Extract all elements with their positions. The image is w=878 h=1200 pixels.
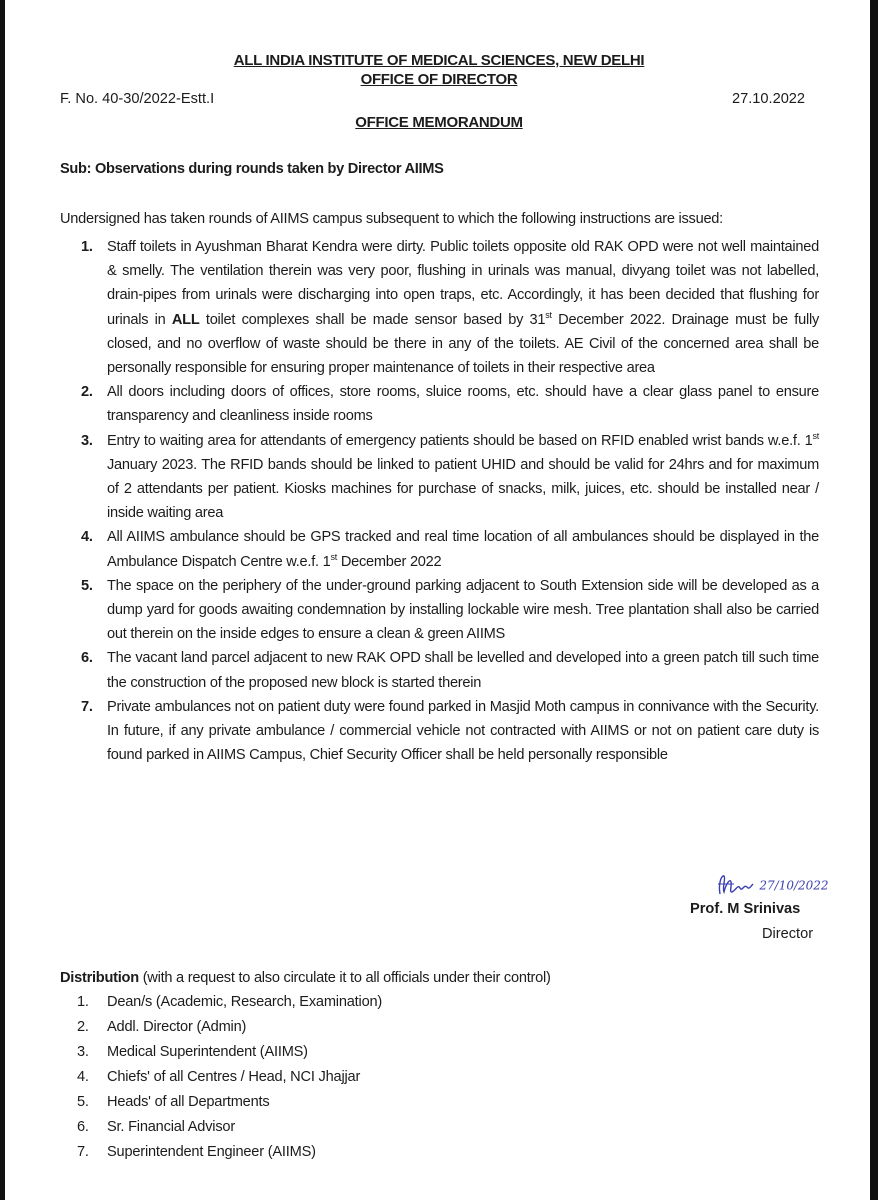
distribution-label: Distribution (60, 970, 139, 986)
item-number: 5. (77, 1094, 89, 1110)
instruction-list (77, 235, 819, 767)
distribution-heading (60, 970, 551, 986)
item-number: 4. (81, 529, 93, 546)
list-item (77, 235, 819, 380)
list-item (77, 1115, 382, 1140)
file-number: F. No. 40-30/2022-Estt.I (60, 91, 215, 107)
item-number: 2. (77, 1019, 89, 1035)
item-text: Sr. Financial Advisor (107, 1119, 236, 1135)
item-number: 1. (81, 239, 93, 255)
item-number: 1. (77, 994, 89, 1010)
item-text: December 2022. Drainage must be fully closed, and no overflow of waste should be there in any of the toilets. AE Civil of the concerned area shall be personally responsible for ensuring proper maintenance of toilets in their respective area (107, 311, 819, 377)
list-item (77, 1040, 382, 1065)
memo-type: OFFICE MEMORANDUM (355, 114, 523, 131)
list-item (77, 1065, 382, 1090)
item-text: Addl. Director (Admin) (107, 1019, 247, 1035)
intro-text: Undersigned has taken rounds of AIIMS campus subsequent to which the following instructions are issued: (60, 211, 723, 227)
item-text: January 2023. The RFID bands should be linked to patient UHID and should be valid for 24hrs and for maximum of 2 attendants per patient. Kiosks machines for purchase of snacks, milk, juices, etc. should be installed near / inside waiting area (107, 456, 819, 522)
item-number: 6. (81, 650, 93, 667)
list-item (77, 574, 819, 647)
left-border (0, 0, 5, 1200)
item-text: The space on the periphery of the under-ground parking adjacent to South Extension side will be developed as a dump yard for goods awaiting condemnation by installing lockable wire mesh. Tree plantation shall also be carried out therein on the inside edges to ensure a clean & green AIIMS (107, 577, 819, 643)
item-text: Entry to waiting area for attendants of emergency patients should be based on RFID enabled wrist bands w.e.f. 1 (107, 432, 813, 449)
institute-title: ALL INDIA INSTITUTE OF MEDICAL SCIENCES, NEW DELHI (233, 52, 645, 69)
item-text: The vacant land parcel adjacent to new RAK OPD shall be levelled and developed into a green patch till such time the construction of the proposed new block is started therein (107, 650, 819, 691)
list-item (77, 1140, 382, 1165)
item-text: Dean/s (Academic, Research, Examination) (107, 994, 383, 1010)
ordinal-suffix: st (812, 430, 819, 441)
signatory-designation: Director (762, 926, 814, 942)
right-border (870, 0, 878, 1200)
item-text: Medical Superintendent (AIIMS) (107, 1044, 308, 1060)
item-text: Chiefs' of all Centres / Head, NCI Jhajjar (107, 1069, 361, 1085)
list-item (77, 1015, 382, 1040)
item-number: 6. (77, 1119, 89, 1135)
item-text-bold: ALL (171, 311, 200, 328)
handwritten-signature (714, 872, 829, 898)
item-number: 3. (81, 432, 93, 449)
list-item (77, 525, 819, 573)
list-item (77, 380, 819, 428)
office-title: OFFICE OF DIRECTOR (360, 71, 518, 88)
item-text: All AIIMS ambulance should be GPS tracked and real time location of all ambulances should be displayed in the Ambulance Dispatch Centre w.e.f. 1 (107, 529, 819, 570)
signature-date: 27/10/2022 (759, 878, 829, 893)
list-item (77, 1090, 382, 1115)
item-number: 4. (77, 1069, 89, 1085)
signature-scribble (714, 872, 754, 898)
item-text: Private ambulances not on patient duty were found parked in Masjid Moth campus in connivance with the Security. In future, if any private ambulance / commercial vehicle not contracted with AIIMS or not on patient care duty is found parked in AIIMS Campus, Chief Security Officer shall be held personally responsible (107, 698, 819, 764)
item-text: All doors including doors of offices, store rooms, sluice rooms, etc. should have a clear glass panel to ensure transparency and cleanliness inside rooms (107, 384, 819, 425)
subject: Sub: Observations during rounds taken by Director AIIMS (60, 161, 444, 177)
list-item (77, 695, 819, 768)
item-number: 5. (81, 577, 93, 594)
list-item (77, 646, 819, 694)
item-number: 7. (81, 698, 93, 715)
ordinal-suffix: st (330, 551, 338, 562)
distribution-note: (with a request to also circulate it to all officials under their control) (138, 970, 551, 986)
memo-date: 27.10.2022 (732, 91, 806, 107)
list-item (77, 990, 382, 1015)
item-text: Staff toilets in Ayushman Bharat Kendra were dirty. Public toilets opposite old RAK OPD were not well maintained & smelly. The ventilation therein was very poor, flushing in urinals was manual, divyang toilet was not labelled, drain-pipes from urinals were discharging into open traps, etc. Accordingly, it has been decided that flushing for urinals in (107, 239, 819, 328)
item-number: 3. (77, 1044, 89, 1060)
item-text: December 2022 (337, 553, 442, 570)
signatory-name: Prof. M Srinivas (690, 901, 801, 917)
ordinal-suffix: st (545, 309, 552, 320)
item-number: 7. (77, 1144, 89, 1160)
item-text: toilet complexes shall be made sensor based by 31 (199, 311, 546, 328)
item-text: Superintendent Engineer (AIIMS) (107, 1144, 316, 1160)
distribution-list (77, 990, 382, 1165)
item-number: 2. (81, 384, 93, 401)
list-item (77, 429, 819, 526)
item-text: Heads' of all Departments (107, 1094, 270, 1110)
